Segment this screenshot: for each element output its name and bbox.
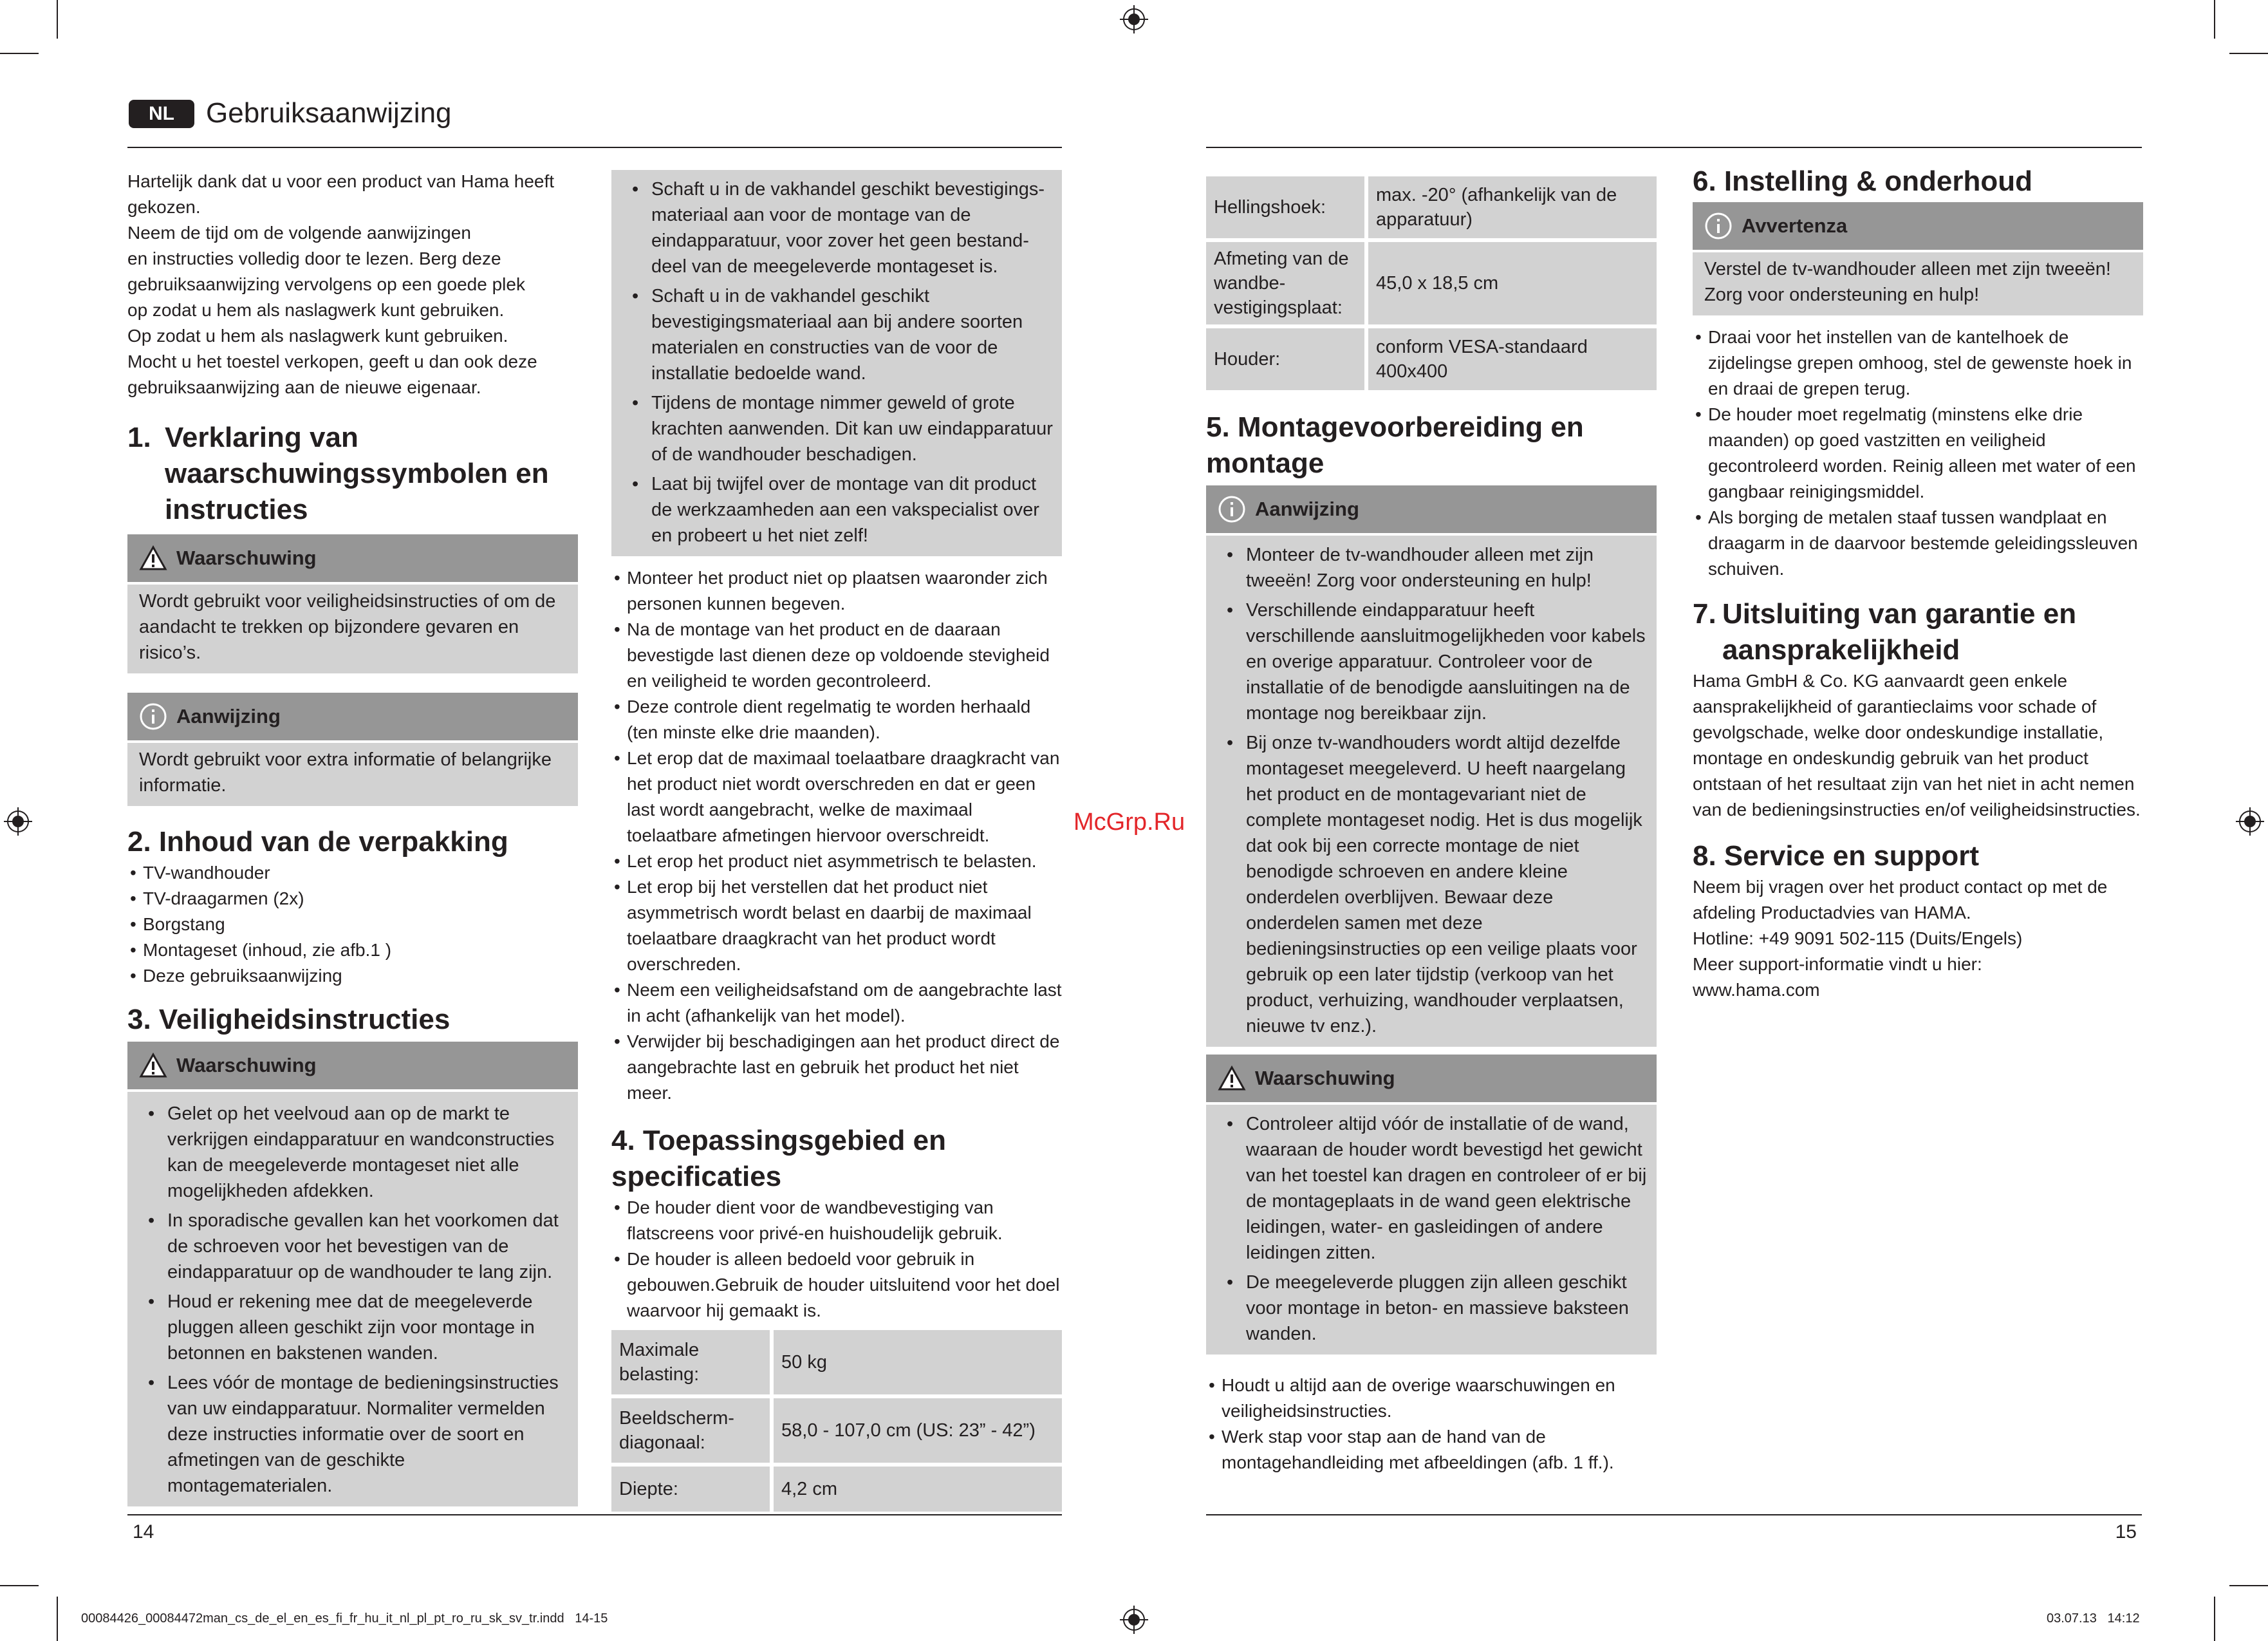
registration-mark-icon <box>4 807 32 836</box>
section-8-title: 8. Service en support <box>1693 840 1980 872</box>
section-7-heading <box>1693 596 2143 668</box>
list-item: • Als borging de metalen staaf tussen wandplaat en draagarm in de daarvoor bestemde geleidingssleuven schuiven. <box>1693 505 2143 582</box>
print-date: 03.07.13 14:12 <box>2047 1611 2140 1626</box>
spec-label: Diepte: <box>611 1467 770 1512</box>
list-item: • Gelet op het veelvoud aan op de markt te verkrijgen eindapparatuur en wandconstructies kan de meegeleverde montageset niet alle mogelijkheden afdekken. <box>139 1101 569 1204</box>
list-item: • Houd er rekening mee dat de meegeleverde pluggen alleen geschikt zijn voor montage in betonnen en bakstenen wanden. <box>139 1289 569 1366</box>
section-6-title: 6. Instelling & onderhoud <box>1693 165 2032 197</box>
list-item: • Monteer het product niet op plaatsen waaronder zich personen kunnen begeven. <box>611 565 1062 617</box>
crop-mark <box>57 1597 58 1641</box>
note-bar <box>1206 485 1657 533</box>
warranty-text: Hama GmbH & Co. KG aanvaardt geen enkele aansprakelijkheid of garantieclaims voor schade of gevolgschade, welke door ondeskundige installatie, montage en ondeskundig gebruik van het product ontstaan of het resultaat zijn van het niet in acht nemen van de bedieningsinstructies en/of veiligheidsinstructies. <box>1693 671 2141 820</box>
warning-label: Waarschuwing <box>176 547 317 569</box>
list-item: • Verwijder bij beschadigingen aan het product direct de aangebrachte last en gebruik het product het niet meer. <box>611 1029 1062 1106</box>
spec-value: 50 kg <box>774 1330 1062 1394</box>
safety-list <box>611 565 1062 1106</box>
table-row <box>1206 242 1657 324</box>
list-item: • Let erop dat de maximaal toelaatbare draagkracht van het product niet wordt overschreden en dat er geen last wordt aangebracht, welke de maximaal toelaatbare afmetingen hiervoor overschreidt. <box>611 745 1062 849</box>
list-item: • Lees vóór de montage de bedieningsinstructies van uw eindapparatuur. Normaliter vermelden deze instructies informatie over de soort en afmetingen van de geschikte montagematerialen. <box>139 1370 569 1499</box>
support-text: Neem bij vragen over het product contact op met de afdeling Productadvies van HAMA. <box>1693 877 2108 923</box>
warning-label: Waarschuwing <box>176 1054 317 1076</box>
page-number-right: 15 <box>2115 1521 2137 1543</box>
crop-mark <box>2214 0 2215 39</box>
list-item: • De meegeleverde pluggen zijn alleen geschikt voor montage in beton- en massieve baksteen wanden. <box>1218 1270 1648 1347</box>
page-number-left: 14 <box>133 1521 154 1543</box>
print-file-name: 00084426_00084472man_cs_de_el_en_es_fi_fr_hu_it_nl_pl_pt_ro_ru_sk_sv_tr.indd 14-15 <box>81 1611 608 1626</box>
table-row <box>611 1467 1062 1512</box>
list-item: • Borgstang <box>127 912 578 937</box>
list-item: • Schaft u in de vakhandel geschikt bevestigingsmateriaal aan bij andere soorten materialen en constructies van de voor de installatie bedoelde wand. <box>623 283 1053 386</box>
header-rule-right <box>1206 147 2142 148</box>
warning-bar <box>1206 1055 1657 1102</box>
warning-bar <box>127 1042 578 1089</box>
application-list <box>611 1195 1062 1324</box>
crop-mark <box>0 53 39 54</box>
table-row <box>1206 176 1657 238</box>
spec-value: 4,2 cm <box>774 1467 1062 1512</box>
list-item: • Laat bij twijfel over de montage van dit product de werkzaamheden aan een vakspecialist over en probeert u het niet zelf! <box>623 471 1053 549</box>
warning-bar <box>127 534 578 582</box>
info-icon <box>1218 495 1246 523</box>
footer-rule-right <box>1206 1514 2142 1515</box>
list-item: • Deze controle dient regelmatig te worden herhaald (ten minste elke drie maanden). <box>611 694 1062 745</box>
spec-value: max. -20° (afhankelijk van de apparatuur) <box>1368 176 1657 238</box>
mounting-warning-box <box>1206 1105 1657 1355</box>
spec-table <box>608 1326 1066 1515</box>
left-column-1 <box>127 169 578 1506</box>
table-row <box>611 1398 1062 1463</box>
hotline: Hotline: +49 9091 502-115 (Duits/Engels) <box>1693 928 2023 948</box>
list-item: • De houder moet regelmatig (minstens elke drie maanden) op goed vastzitten en veiligheid gecontroleerd worden. Reinig alleen met water of een gangbaar reinigingsmiddel. <box>1693 402 2143 505</box>
table-row <box>1206 328 1657 390</box>
section-4-title: 4. Toepassingsgebied en specificaties <box>611 1125 946 1192</box>
list-item: • De houder dient voor de wandbevestiging van flatscreens voor privé-en huishoudelijk gebruik. <box>611 1195 1062 1246</box>
list-item: • Draai voor het instellen van de kantelhoek de zijdelingse grepen omhoog, stel de gewenste hoek in en draai de grepen terug. <box>1693 324 2143 402</box>
section-7-title: Uitsluiting van garantie en aansprakelijkheid <box>1722 598 2077 666</box>
spec-value: 45,0 x 18,5 cm <box>1368 242 1657 324</box>
spec-label: Houder: <box>1206 328 1364 390</box>
section-1-title: Verklaring van waarschuwingssymbolen en instructies <box>165 422 549 525</box>
package-contents-list <box>127 860 578 989</box>
list-item: • Let erop het product niet asymmetrisch te belasten. <box>611 849 1062 874</box>
warning-triangle-icon <box>1218 1064 1246 1092</box>
list-item: • Verschillende eindapparatuur heeft verschillende aansluitmogelijkheden voor kabels en overige apparatuur. Controleer voor de installatie of de benodigde aansluitingen na de montage nog bereikbaar zijn. <box>1218 597 1648 726</box>
list-item: • De houder is alleen bedoeld voor gebruik in gebouwen.Gebruik de houder uitsluitend voor het doel waarvoor hij gemaakt is. <box>611 1246 1062 1324</box>
watermark: McGrp.Ru <box>1074 809 1185 836</box>
page-title: Gebruiksaanwijzing <box>206 97 452 129</box>
left-column-2 <box>611 170 1062 1515</box>
maintenance-note-box: Verstel de tv-wandhouder alleen met zijn tweeën! Zorg voor ondersteuning en hulp! <box>1693 252 2143 315</box>
info-icon <box>1704 212 1733 240</box>
note-bar <box>1693 202 2143 250</box>
spec-value: 58,0 - 107,0 cm (US: 23” - 42”) <box>774 1398 1062 1463</box>
spec-value: conform VESA-standaard 400x400 <box>1368 328 1657 390</box>
list-item: • Deze gebruiksaanwijzing <box>127 963 578 989</box>
maintenance-list <box>1693 324 2143 582</box>
registration-mark-icon <box>1120 1606 1148 1634</box>
warning-triangle-icon <box>139 1051 167 1080</box>
mounting-note-box <box>1206 536 1657 1047</box>
spec-label: Maximale belasting: <box>611 1330 770 1394</box>
spec-label: Beeldscherm-diagonaal: <box>611 1398 770 1463</box>
intro-text: Hartelijk dank dat u voor een product van Hama heeft gekozen. Neem de tijd om de volgende aanwijzingen en instructies volledig door te lezen. Berg deze gebruiksaanwijzing vervolgens op een goede plek op zodat u hem als naslagwerk kunt gebruiken. Op zodat u hem als naslagwerk kunt gebruiken. Mocht u het toestel verkopen, geeft u dan ook deze gebruiksaanwijzing aan de nieuwe eigenaar. <box>127 171 555 397</box>
list-item: • Na de montage van het product en de daaraan bevestigde last dienen deze op voldoende stevigheid en veiligheid te worden gecontroleerd. <box>611 617 1062 694</box>
crop-mark <box>0 1585 39 1586</box>
spec-table <box>1202 173 1660 394</box>
section-1-number: 1. <box>127 422 151 453</box>
section-1-heading <box>127 420 578 528</box>
registration-mark-icon <box>1120 5 1148 33</box>
section-7-number: 7. <box>1693 598 1716 630</box>
list-item: • TV-wandhouder <box>127 860 578 886</box>
list-item: • Monteer de tv-wandhouder alleen met zijn tweeën! Zorg voor ondersteuning en hulp! <box>1218 542 1648 594</box>
list-item: • Bij onze tv-wandhouders wordt altijd dezelfde montageset meegeleverd. U heeft naargelang het product en de montagevariant niet de complete montageset nodig. Het is dus mogelijk dat ook bij een correcte montage de niet benodigde schroeven en andere kleine onderdelen overblijven. Bewaar deze onderdelen samen met deze bedieningsinstructies op een veilige plaats voor gebruik op een later tijdstip (verkoop van het product, verhuizing, wandhouder verplaatsen, nieuwe tv enz.). <box>1218 730 1648 1039</box>
footer-rule-left <box>127 1514 1062 1515</box>
list-item: • Houdt u altijd aan de overige waarschuwingen en veiligheidsinstructies. <box>1206 1373 1657 1424</box>
note-description: Wordt gebruikt voor extra informatie of belangrijke informatie. <box>127 743 578 806</box>
header-rule-left <box>127 147 1062 148</box>
language-badge: NL <box>129 100 194 128</box>
crop-mark <box>57 0 58 39</box>
spec-label: Hellingshoek: <box>1206 176 1364 238</box>
support-info: Meer support-informatie vindt u hier: <box>1693 954 1982 974</box>
list-item: • In sporadische gevallen kan het voorkomen dat de schroeven voor het bevestigen van de eindapparatuur op de wandhouder te lang zijn. <box>139 1208 569 1285</box>
warning-triangle-icon <box>139 544 167 572</box>
list-item: • Controleer altijd vóór de installatie of de wand, waaraan de houder wordt bevestigd het gewicht van het toestel kan dragen en controleer of er bij de montageplaats in de wand geen elektrische leidingen, water- en gasleidingen of andere leidingen zitten. <box>1218 1111 1648 1266</box>
crop-mark <box>2214 1597 2215 1641</box>
list-item: • TV-draagarmen (2x) <box>127 886 578 912</box>
crop-mark <box>2229 1585 2268 1586</box>
warning-description: Wordt gebruikt voor veiligheidsinstructies of om de aandacht te trekken op bijzondere gevaren en risico’s. <box>127 585 578 673</box>
list-item: • Schaft u in de vakhandel geschikt bevestigings-materiaal aan voor de montage van de eindapparatuur, voor zover het geen bestand-deel van de meegeleverde montageset is. <box>623 176 1053 279</box>
list-item: • Tijdens de montage nimmer geweld of grote krachten aanwenden. Dit kan uw eindapparatuur of de wandhouder beschadigen. <box>623 390 1053 467</box>
section-3-title: 3. Veiligheidsinstructies <box>127 1004 451 1035</box>
right-column-1 <box>1206 173 1657 1476</box>
list-item: • Neem een veiligheidsafstand om de aangebrachte last in acht (afhankelijk van het model). <box>611 977 1062 1029</box>
table-row <box>611 1330 1062 1394</box>
website-link[interactable]: www.hama.com <box>1693 980 1820 1000</box>
spec-label: Afmeting van de wandbe-vestigingsplaat: <box>1206 242 1364 324</box>
list-item: • Let erop bij het verstellen dat het product niet asymmetrisch wordt belast en daarbij de maximaal toelaatbare draagkracht van het product wordt overschreden. <box>611 874 1062 977</box>
section-2-title: 2. Inhoud van de verpakking <box>127 826 508 858</box>
safety-continued-box <box>611 170 1062 556</box>
note-label: Aanwijzing <box>176 705 281 727</box>
section-5-title: 5. Montagevoorbereiding en montage <box>1206 411 1584 479</box>
crop-mark <box>2229 53 2268 54</box>
note-label: Aanwijzing <box>1255 498 1359 520</box>
info-icon <box>139 702 167 731</box>
registration-mark-icon <box>2236 807 2264 836</box>
list-item: • Werk stap voor stap aan de hand van de montagehandleiding met afbeeldingen (afb. 1 ff.). <box>1206 1424 1657 1476</box>
note-bar <box>127 693 578 740</box>
list-item: • Montageset (inhoud, zie afb.1 ) <box>127 937 578 963</box>
safety-warning-box <box>127 1092 578 1506</box>
mounting-list <box>1206 1373 1657 1476</box>
right-column-2 <box>1693 164 2143 1003</box>
note-label: Avvertenza <box>1742 214 1848 237</box>
warning-label: Waarschuwing <box>1255 1067 1395 1089</box>
